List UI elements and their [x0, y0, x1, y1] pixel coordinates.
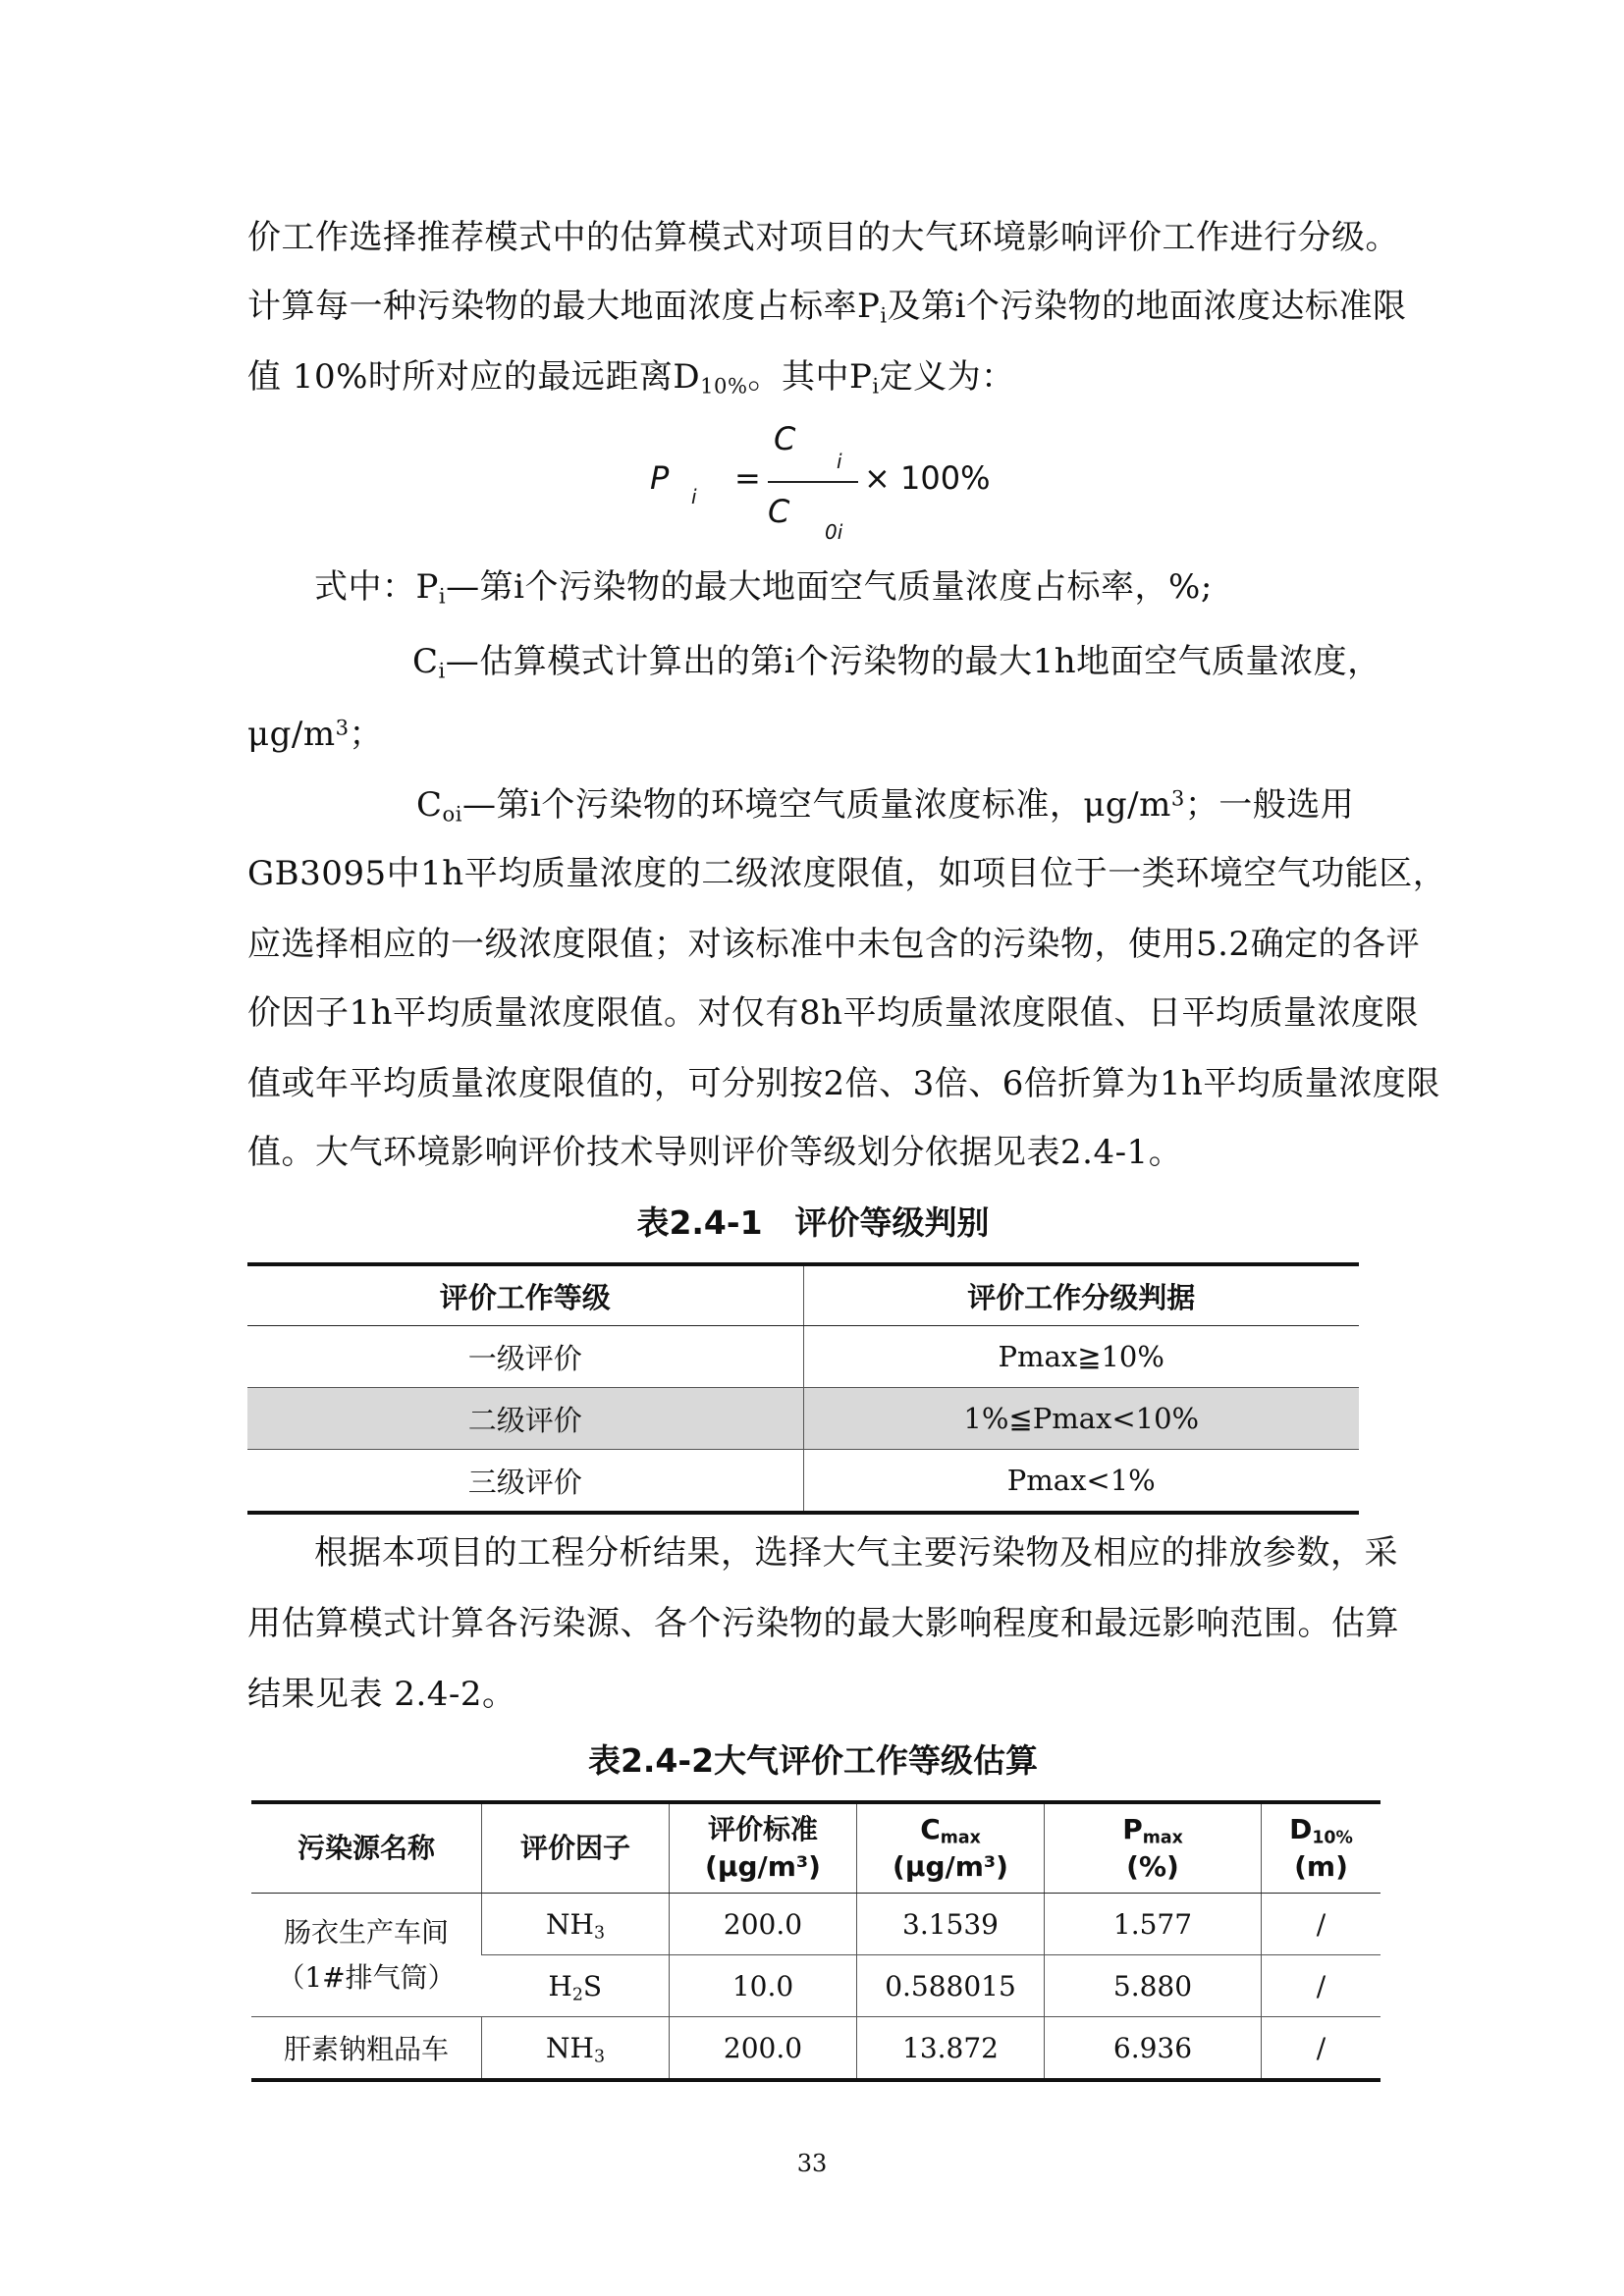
- header-line: (μg/m³): [893, 1850, 1008, 1883]
- subscript: 10%: [700, 373, 748, 399]
- paragraph-line: [247, 1600, 1399, 1647]
- table-row: [247, 1326, 1359, 1388]
- text: 价因子1h平均质量浓度限值。对仅有8h平均质量浓度限值、日平均质量浓度限: [247, 993, 1420, 1033]
- text: 应选择相应的一级浓度限值；对该标准中未包含的污染物，使用5.2确定的各评: [247, 925, 1421, 964]
- text: 结果见表 2.4-2。: [247, 1675, 516, 1714]
- text: S: [582, 1969, 603, 2002]
- table-cell: 一级评价: [247, 1326, 803, 1388]
- subscript: 3: [593, 2046, 605, 2066]
- superscript: 3: [335, 715, 350, 740]
- table-row: [247, 1450, 1359, 1514]
- subscript: i: [872, 373, 880, 399]
- table-cell: 1%≦Pmax<10%: [803, 1388, 1359, 1450]
- paragraph-line: [247, 850, 1447, 897]
- table-header: [1045, 1802, 1262, 1894]
- formula: [640, 420, 1033, 548]
- table-cell-factor: [482, 2017, 670, 2081]
- header-line: [857, 1811, 1044, 1848]
- table-cell: 3.1539: [857, 1894, 1045, 1955]
- superscript: 3: [1170, 785, 1185, 811]
- text: 计算每一种污染物的最大地面浓度占标率P: [247, 287, 881, 326]
- table-cell-source: [251, 1894, 482, 2017]
- text: C: [412, 642, 439, 681]
- table-cell: 1.577: [1045, 1894, 1262, 1955]
- paragraph-line: [247, 1671, 1379, 1718]
- page-number: 33: [796, 2150, 828, 2177]
- text: 值。大气环境影响评价技术导则评价等级划分依据见表2.4-1。: [247, 1133, 1183, 1172]
- formula-lhs-sub: i: [691, 485, 697, 508]
- fraction-bar: [768, 481, 858, 483]
- text: 用估算模式计算各污染源、各个污染物的最大影响程度和最远影响范围。估算: [247, 1604, 1399, 1643]
- estimate-table: [251, 1800, 1380, 2082]
- subscript: 3: [593, 1922, 605, 1943]
- subscript: max: [1142, 1828, 1183, 1848]
- paragraph-line: [247, 283, 1407, 330]
- text: GB3095中1h平均质量浓度的二级浓度限值，如项目位于一类环境空气功能区，: [247, 854, 1447, 893]
- definition-pi: [314, 563, 1445, 611]
- table-cell: /: [1262, 1894, 1381, 1955]
- table-cell: Pmax<1%: [803, 1450, 1359, 1514]
- text: P: [1122, 1813, 1143, 1845]
- table-cell: 200.0: [670, 1894, 857, 1955]
- table-cell: Pmax≧10%: [803, 1326, 1359, 1388]
- subscript: max: [940, 1828, 981, 1848]
- text: 。其中P: [747, 357, 873, 397]
- formula-equals: =: [734, 459, 761, 497]
- text: H: [548, 1969, 572, 2002]
- formula-numerator: C: [774, 420, 796, 457]
- text: ；一般选用: [1184, 785, 1355, 825]
- table-cell: 10.0: [670, 1955, 857, 2017]
- header-line: [1045, 1811, 1261, 1848]
- definition-coi: [416, 781, 1379, 828]
- formula-denominator: C: [768, 493, 790, 530]
- table-cell-factor: [482, 1894, 670, 1955]
- table-header: 评价因子: [482, 1802, 670, 1894]
- header-line: (%): [1126, 1850, 1179, 1883]
- paragraph-line: [247, 1060, 1440, 1107]
- header-line: (m): [1294, 1850, 1348, 1883]
- table-cell-source: 肝素钠粗品车: [251, 2017, 482, 2081]
- table-header-row: [251, 1802, 1380, 1894]
- table-cell-factor: [482, 1955, 670, 2017]
- text: —第i个污染物的最大地面空气质量浓度占标率，%;: [446, 567, 1213, 607]
- text: C: [416, 785, 443, 825]
- formula-lhs: P: [650, 459, 670, 497]
- table-header: 评价工作分级判据: [803, 1264, 1359, 1326]
- text: C: [920, 1813, 941, 1845]
- paragraph-line: [247, 214, 1399, 261]
- subscript: oi: [442, 801, 462, 827]
- table-cell: 二级评价: [247, 1388, 803, 1450]
- paragraph-line: [247, 989, 1420, 1037]
- subscript: i: [880, 302, 888, 328]
- table-cell: 13.872: [857, 2017, 1045, 2081]
- table-cell: 200.0: [670, 2017, 857, 2081]
- table-cell: /: [1262, 1955, 1381, 2017]
- text: —估算模式计算出的第i个污染物的最大1h地面空气质量浓度，: [445, 642, 1381, 681]
- header-line: 评价标准: [707, 1813, 818, 1845]
- table-header: [1262, 1802, 1381, 1894]
- text: D: [1289, 1813, 1313, 1845]
- table-row: [251, 1894, 1380, 1955]
- text: 值或年平均质量浓度限值的，可分别按2倍、3倍、6倍折算为1h平均质量浓度限: [247, 1064, 1440, 1103]
- paragraph-line: [314, 1529, 1398, 1576]
- source-line: （1#排气筒）: [277, 1960, 456, 1994]
- paragraph-line: [247, 921, 1421, 968]
- header-line: (μg/m³): [705, 1850, 821, 1883]
- table-header: [670, 1802, 857, 1894]
- text: 式中：P: [314, 567, 439, 607]
- table-header-row: [247, 1264, 1359, 1326]
- table-header: 污染源名称: [251, 1802, 482, 1894]
- text: NH: [546, 1907, 594, 1941]
- source-line: 肠衣生产车间: [283, 1915, 449, 1949]
- text: 值 10%时所对应的最远距离D: [247, 357, 701, 397]
- header-line: [1262, 1811, 1380, 1848]
- table-cell: /: [1262, 2017, 1381, 2081]
- table-header: 评价工作等级: [247, 1264, 803, 1326]
- grade-table: [247, 1262, 1359, 1515]
- table-cell: 三级评价: [247, 1450, 803, 1514]
- subscript: i: [438, 583, 447, 609]
- formula-rhs: × 100%: [864, 459, 991, 497]
- text: 根据本项目的工程分析结果，选择大气主要污染物及相应的排放参数，采: [314, 1533, 1398, 1573]
- table-cell: 6.936: [1045, 2017, 1262, 2081]
- table-cell: 0.588015: [857, 1955, 1045, 2017]
- table1-caption: 表2.4-1 评价等级判别: [636, 1203, 990, 1242]
- text: —第i个污染物的环境空气质量浓度标准，μg/m: [461, 785, 1171, 825]
- text: ；: [349, 715, 383, 754]
- table2-caption: 表2.4-2大气评价工作等级估算: [587, 1741, 1039, 1780]
- formula-denominator-sub: 0i: [825, 520, 843, 544]
- definition-ci: [412, 638, 1543, 685]
- formula-numerator-sub: i: [837, 450, 842, 473]
- table-cell: 5.880: [1045, 1955, 1262, 2017]
- text: 价工作选择推荐模式中的估算模式对项目的大气环境影响评价工作进行分级。: [247, 218, 1399, 257]
- subscript: i: [438, 658, 446, 683]
- text: 定义为：: [879, 357, 1015, 397]
- text: μg/m: [247, 715, 336, 754]
- subscript: 10%: [1312, 1828, 1353, 1848]
- text: 及第i个污染物的地面浓度达标准限: [887, 287, 1407, 326]
- table-row: [251, 2017, 1380, 2081]
- text: NH: [546, 2031, 594, 2064]
- definition-ci-unit: [247, 711, 1379, 758]
- paragraph-line: [247, 1129, 1379, 1176]
- table-header: [857, 1802, 1045, 1894]
- paragraph-line: [247, 353, 1379, 400]
- subscript: 2: [571, 1984, 583, 2004]
- table-row: [247, 1388, 1359, 1450]
